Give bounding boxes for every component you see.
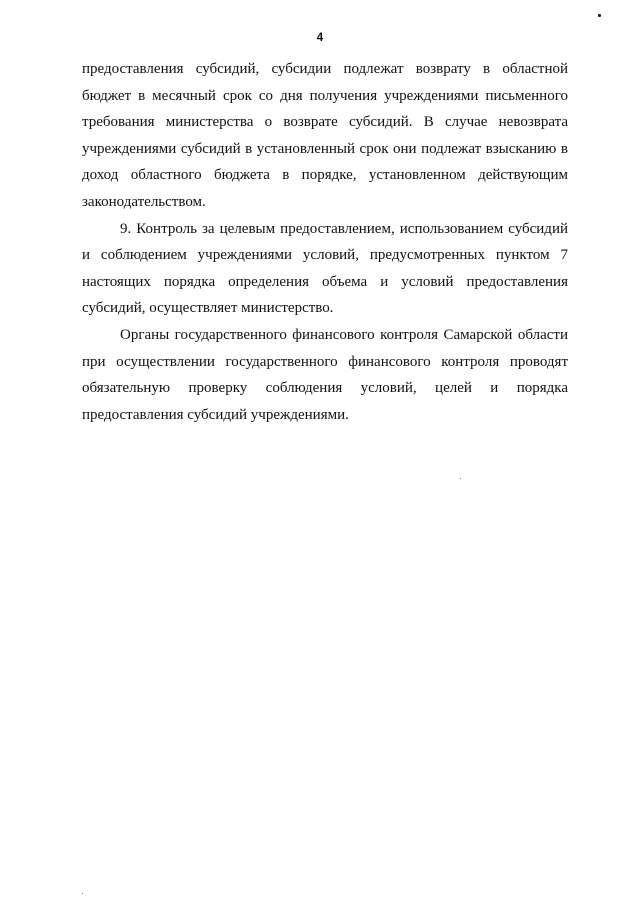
text-line: требования министерства о возврате субсидий. В случае невозврата: [82, 114, 568, 131]
text-line: субсидий, осуществляет министерство.: [82, 300, 334, 317]
text-line: законодательством.: [82, 193, 206, 210]
paragraph-1: [82, 56, 568, 216]
text-line: бюджет в месячный срок со дня получения учреждениями письменного: [82, 87, 568, 104]
text-line: при осуществлении государственного финансового контроля проводят: [82, 353, 568, 370]
text-line: настоящих порядка определения объема и условий предоставления: [82, 273, 568, 290]
paragraph-2: [82, 216, 568, 322]
text-line: доход областного бюджета в порядке, установленном действующим: [82, 167, 568, 184]
scan-speck: [460, 478, 461, 479]
text-line: учреждениями субсидий в установленный срок они подлежат взысканию в: [82, 140, 568, 157]
page-number: 4: [316, 32, 324, 44]
text-line: Органы государственного финансового контроля Самарской области: [120, 326, 568, 343]
text-line: 9. Контроль за целевым предоставлением, использованием субсидий: [120, 220, 568, 237]
text-line: обязательную проверку соблюдения условий, целей и порядка: [82, 380, 568, 397]
scan-speck: [82, 893, 83, 894]
document-body: [82, 56, 568, 428]
paragraph-3: [82, 322, 568, 428]
text-line: предоставления субсидий, субсидии подлежат возврату в областной: [82, 61, 568, 77]
text-line: и соблюдением учреждениями условий, предусмотренных пунктом 7: [82, 247, 568, 264]
text-line: предоставления субсидий учреждениями.: [82, 406, 349, 423]
scan-speck: [598, 14, 601, 17]
